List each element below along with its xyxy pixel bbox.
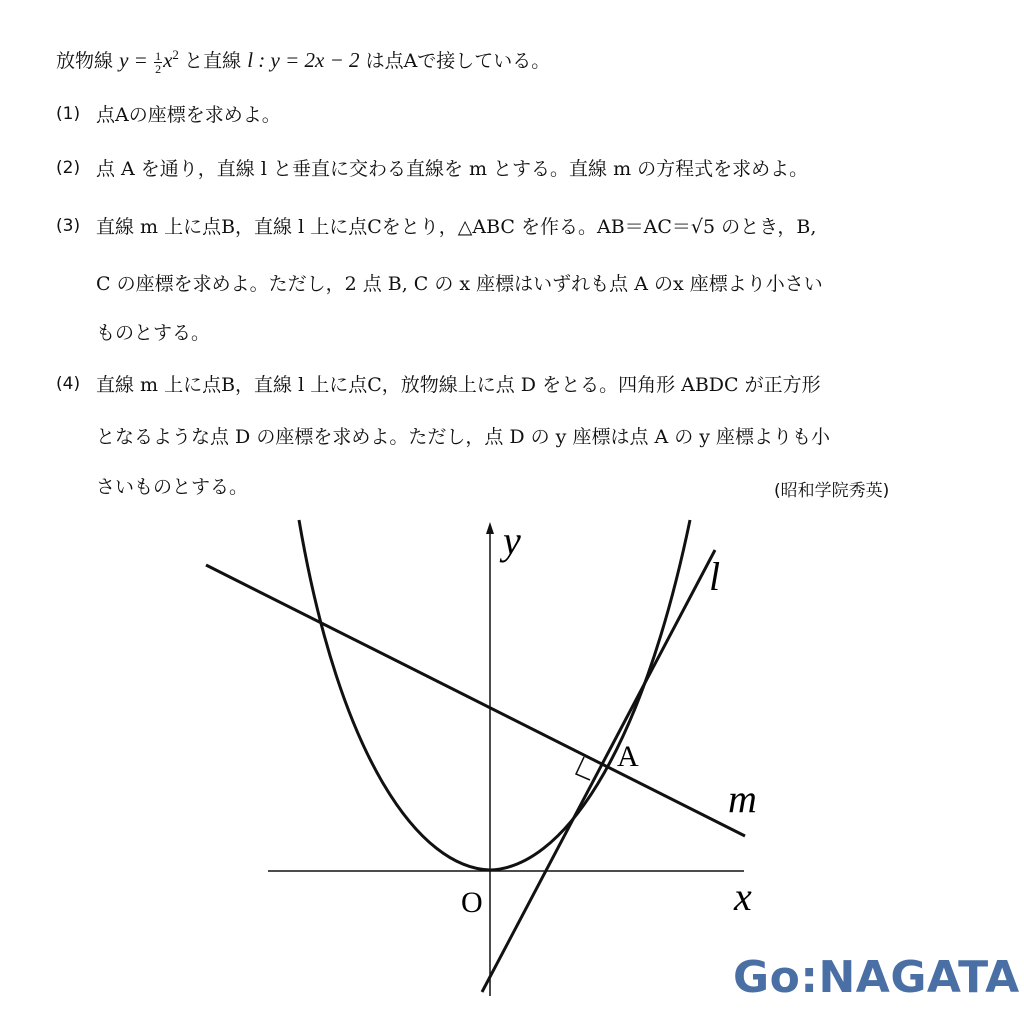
x-axis-label: x [734, 874, 752, 919]
y-axis-arrow-icon [486, 522, 494, 534]
line-m [206, 565, 745, 836]
line-l [482, 550, 715, 992]
intro-text: と直線 [184, 50, 242, 72]
brand-logo: Go:NAGATA [733, 952, 1020, 1003]
line-l-equation: l : y = 2x − 2 [247, 48, 360, 72]
intro-text: 放物線 [56, 50, 114, 72]
question-text: 直線 m 上に点B，直線 l 上に点Cをとり，△ABC を作る。AB＝AC＝√5 のとき，B, [96, 216, 817, 238]
parabola-curve [299, 520, 690, 870]
y-axis-label: y [503, 518, 521, 563]
question-number: (3) [56, 216, 81, 236]
question-text: 点 A を通り，直線 l と垂直に交わる直線を m とする。直線 m の方程式を求めよ。 [96, 158, 809, 180]
fraction-one-half: $\frac{1}{2}$ [155, 48, 162, 76]
line-l-label: l [709, 554, 721, 599]
point-a-label: A [617, 740, 639, 773]
origin-label: O [461, 886, 483, 919]
question-number: (1) [56, 104, 81, 124]
line-m-label: m [728, 776, 757, 821]
question-number: (2) [56, 158, 81, 178]
question-number: (4) [56, 374, 81, 394]
question-text: さいものとする。 [96, 476, 249, 498]
question-text: C の座標を求めよ。ただし，2 点 B, C の x 座標はいずれも点 A のx 座標より小さい [96, 273, 823, 295]
parabola-equation: y = $\frac{1}{2}$ $x^2$ [119, 47, 179, 76]
question-text: となるような点 D の座標を求めよ。ただし，点 D の y 座標は点 A の y 座標よりも小 [96, 426, 831, 448]
question-text: 直線 m 上に点B，直線 l 上に点C，放物線上に点 D をとる。四角形 ABDC が正方形 [96, 374, 821, 396]
right-angle-mark [576, 757, 590, 780]
intro-text: は点Aで接している。 [365, 50, 551, 72]
question-text: ものとする。 [96, 322, 211, 344]
question-text: 点Aの座標を求めよ。 [96, 104, 281, 126]
source-label: (昭和学院秀英) [774, 481, 890, 501]
